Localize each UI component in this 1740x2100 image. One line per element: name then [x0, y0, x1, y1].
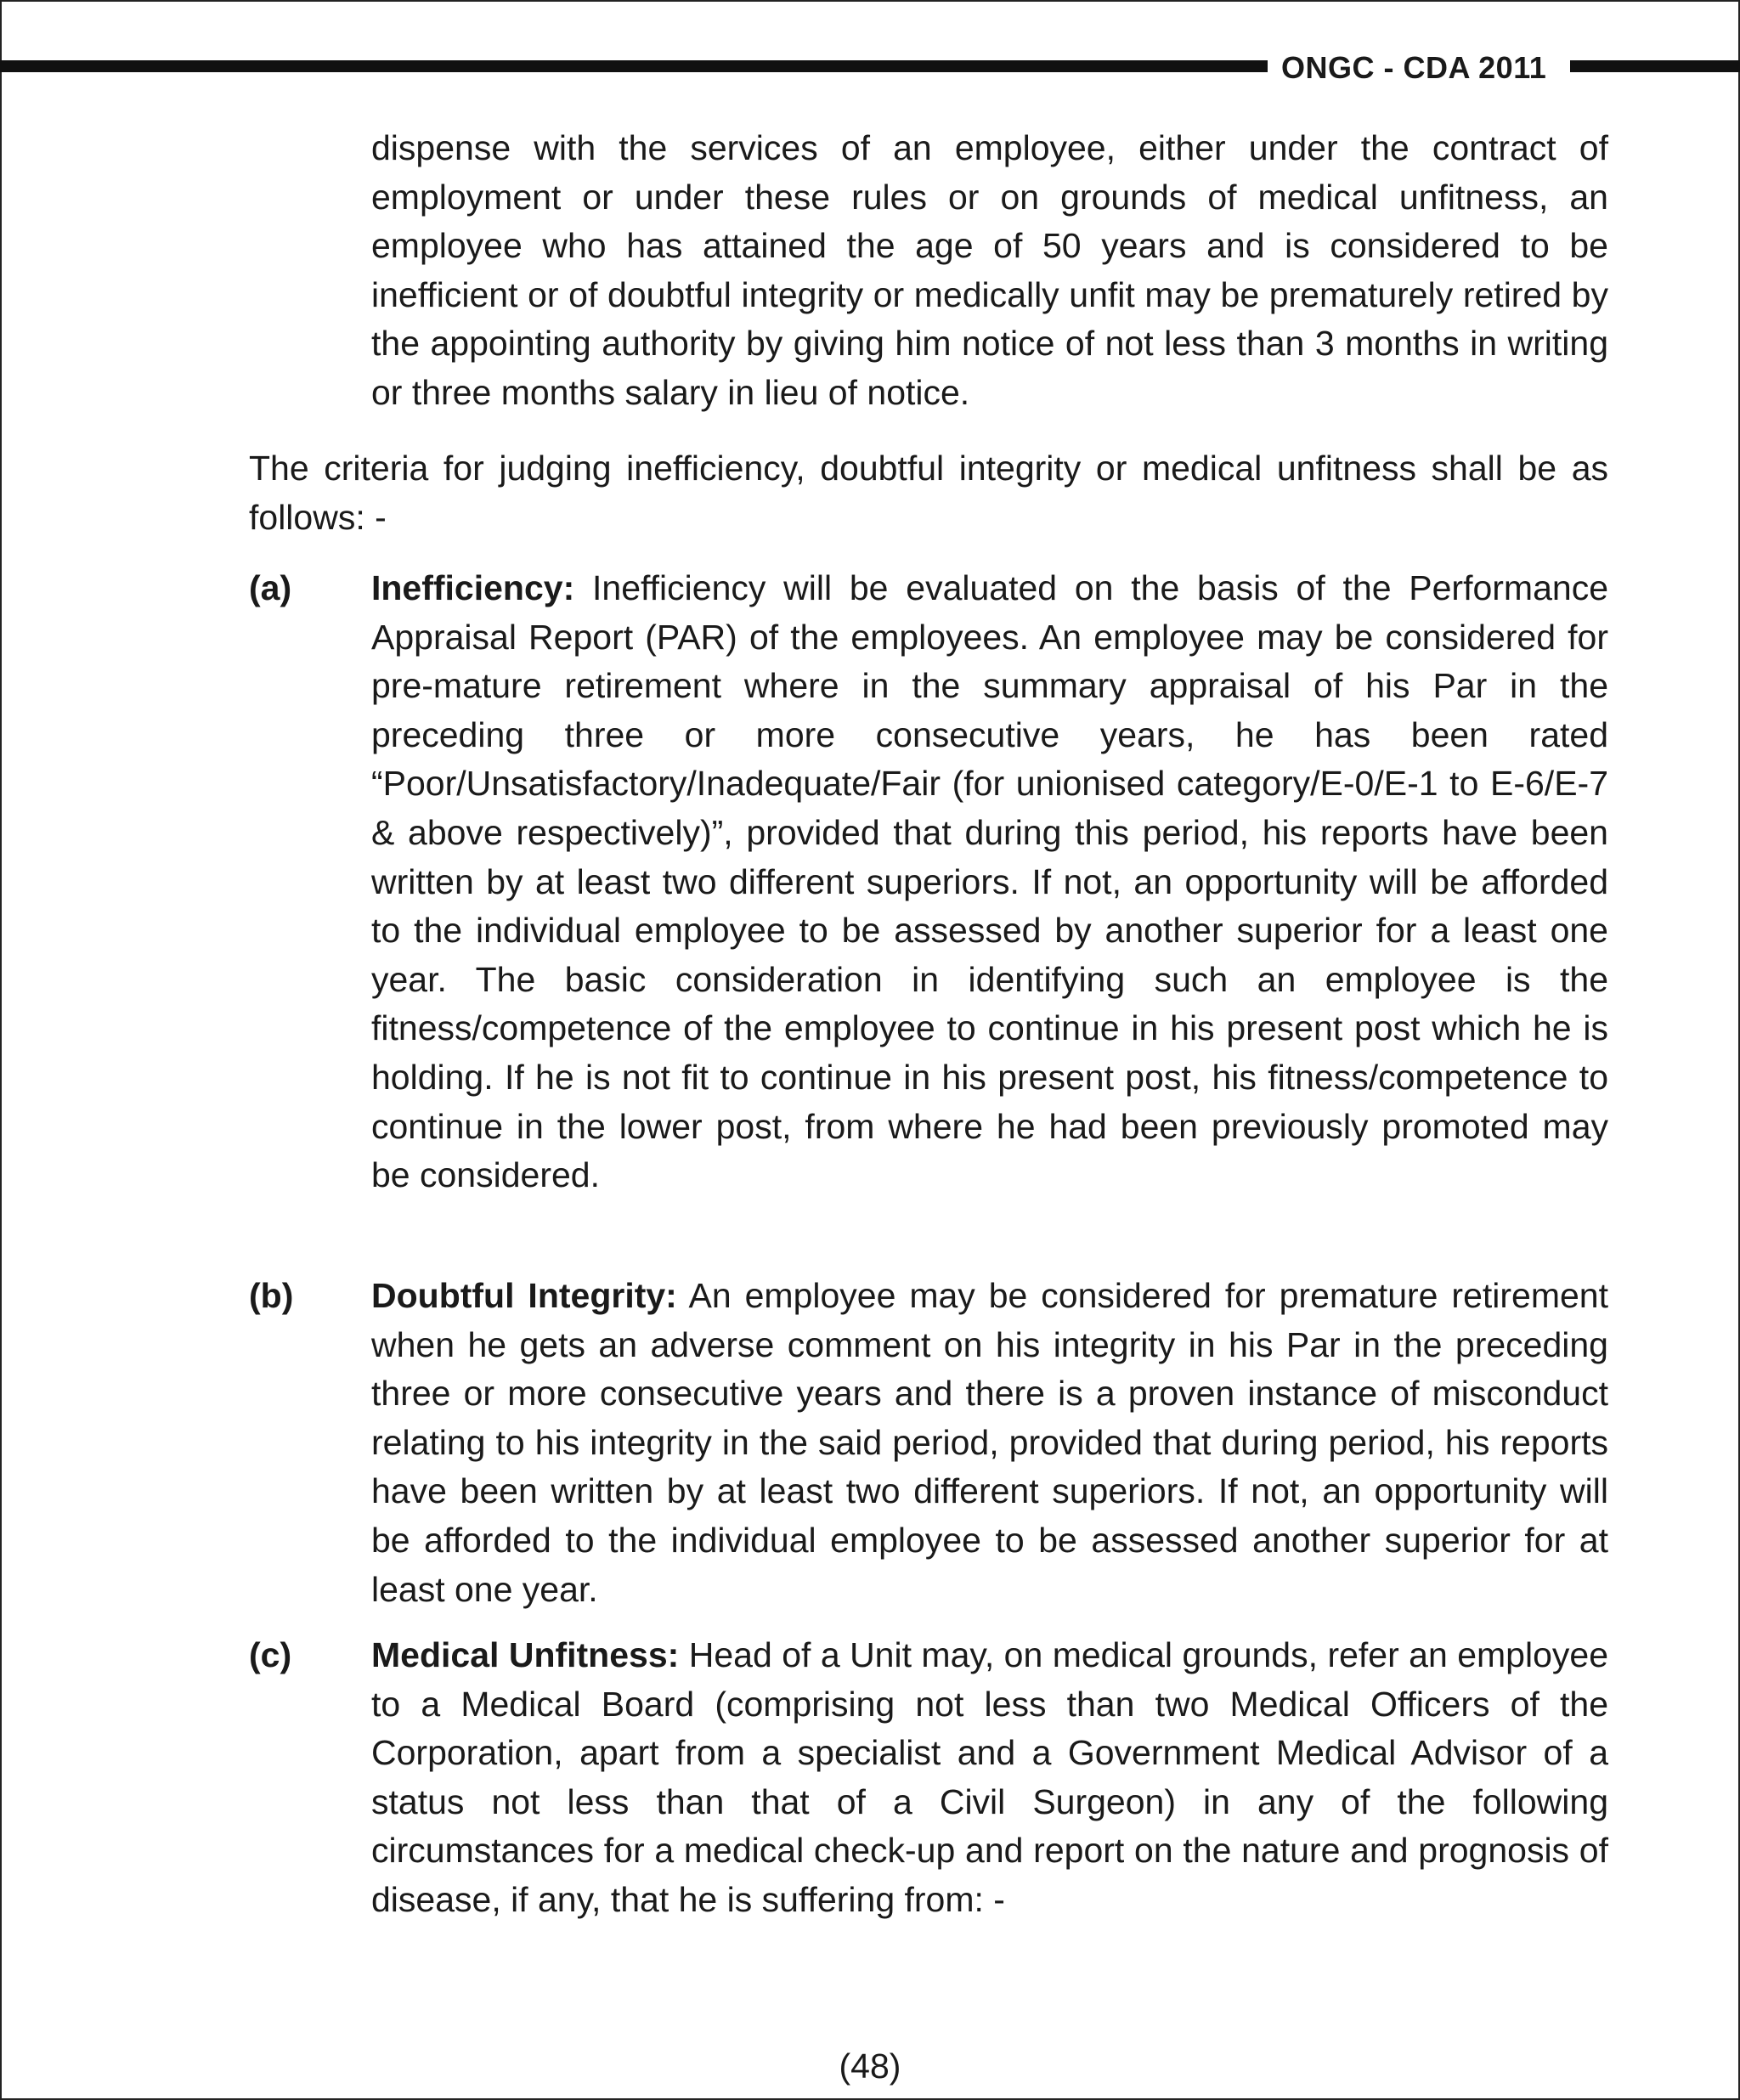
page-number: (48): [839, 2046, 901, 2086]
criteria-paragraph: The criteria for judging inefficiency, doubtful integrity or medical unfitness shall be as follows: -: [249, 449, 1608, 537]
item-c-text: Head of a Unit may, on medical grounds, refer an employee to a Medical Board (comprising not less than two Medical Officers of the Corporation, apart from a specialist and a Government Medical Advisor of a status not less than that of a Civil Surgeon) in any of the following circumstances for a medical check-up and report on the nature and prognosis of disease, if any, that he is suffering from: -: [371, 1635, 1609, 1919]
document-header-title: ONGC - CDA 2011: [1281, 50, 1547, 85]
item-a-text: Inefficiency will be evaluated on the basis of the Performance Appraisal Report (PAR) of the employees. An employee may be considered for pre-mature retirement where in the summary appraisal of his Par in the preceding three or more consecutive years, he has been rated “Poor/Unsatisfactory/Inadequate/Fair (for unionised category/E-0/E-1 to E-6/E-7 & above respectively)”, provided that during this period, his reports have been written by at least two different superiors. If not, an opportunity will be afforded to the individual employee to be assessed by another superior for a least one year. The basic consideration in identifying such an employee is the fitness/competence of the employee to continue in his present post which he is holding. If he is not fit to continue in his present post, his fitness/competence to continue in the lower post, from where he had been previously promoted may be considered.: [371, 568, 1608, 1195]
header-rule-right: [1570, 60, 1740, 72]
item-a-label: (a): [249, 568, 292, 607]
item-c-label: (c): [249, 1635, 292, 1674]
item-b-body: [371, 1272, 1608, 1614]
item-b-heading: Doubtful Integrity:: [371, 1276, 677, 1315]
item-c-heading: Medical Unfitness:: [371, 1635, 680, 1674]
item-b-text: An employee may be considered for premature retirement when he gets an adverse comment on his integrity in his Par in the preceding three or more consecutive years and there is a proven instance of misconduct relating to his integrity in the said period, provided that during period, his reports have been written by at least two different superiors. If not, an opportunity will be afforded to the individual employee to be assessed another superior for at least one year.: [371, 1276, 1608, 1609]
item-c-body: [371, 1631, 1608, 1925]
item-a-body: [371, 564, 1608, 1200]
intro-paragraph: dispense with the services of an employee, either under the contract of employment or under these rules or on grounds of medical unfitness, an employee who has attained the age of 50 years and is considered to be inefficient or of doubtful integrity or medically unfit may be prematurely retired by the appointing authority by giving him notice of not less than 3 months in writing or three months salary in lieu of notice.: [371, 128, 1608, 412]
header-rule-left: [0, 60, 1268, 72]
item-a-heading: Inefficiency:: [371, 568, 575, 607]
item-b-label: (b): [249, 1276, 294, 1315]
